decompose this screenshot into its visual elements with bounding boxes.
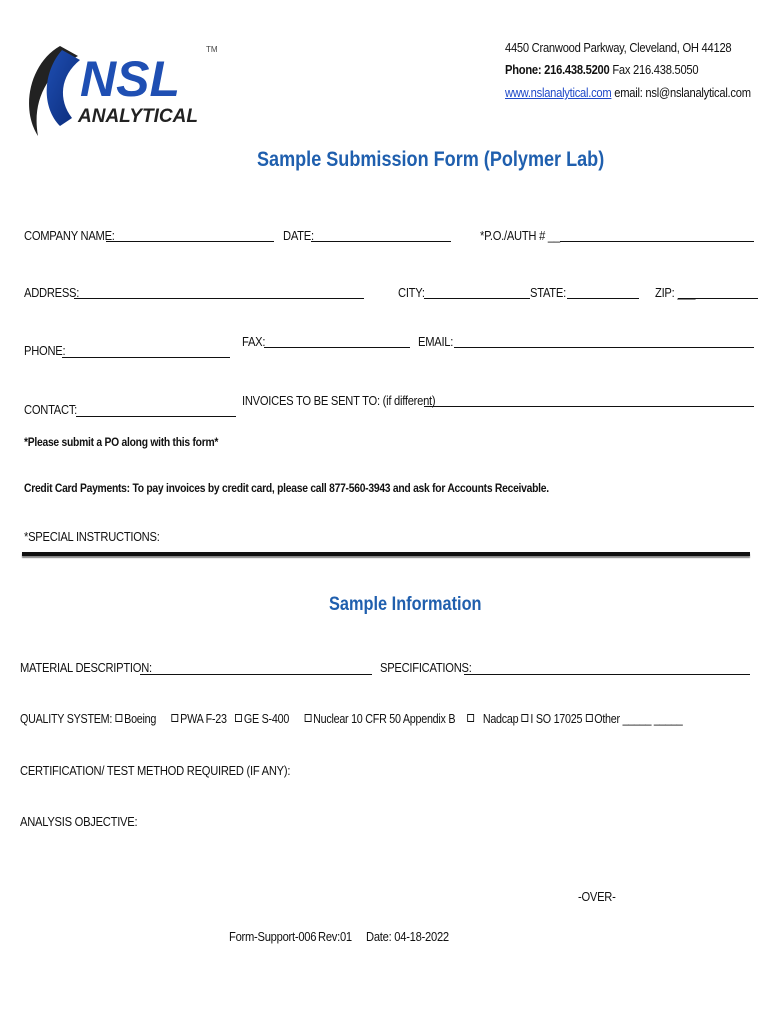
city-field[interactable]	[424, 298, 530, 299]
fax-field[interactable]	[264, 347, 410, 348]
specifications-field[interactable]	[464, 674, 750, 675]
state-label: STATE:	[530, 285, 566, 300]
iso-checkbox[interactable]	[522, 714, 529, 722]
po-label: *P.O./AUTH # __	[480, 228, 560, 243]
date-label: DATE:	[283, 228, 314, 243]
invoices-field[interactable]	[424, 406, 754, 407]
address-label: ADDRESS:	[24, 285, 80, 300]
phone-field[interactable]	[62, 357, 230, 358]
over-label: -OVER-	[578, 889, 616, 904]
specifications-label: SPECIFICATIONS:	[380, 660, 472, 675]
contact-label: CONTACT:	[24, 402, 78, 417]
page-title: Sample Submission Form (Polymer Lab)	[257, 148, 605, 171]
form-id: Form-Support-006	[229, 929, 317, 944]
material-field[interactable]	[140, 674, 372, 675]
sample-info-title: Sample Information	[329, 594, 482, 615]
other-field[interactable]: _____ _____	[622, 712, 683, 726]
po-field[interactable]	[560, 241, 754, 242]
header-web-email	[505, 85, 751, 100]
header-phone-fax	[505, 62, 698, 77]
certification-label: CERTIFICATION/ TEST METHOD REQUIRED (IF ANY):	[20, 763, 291, 778]
pwa-checkbox[interactable]	[172, 714, 179, 722]
city-label: CITY:	[398, 285, 425, 300]
contact-field[interactable]	[76, 416, 236, 417]
header-fax: Fax 216.438.5050	[609, 62, 699, 77]
date-field[interactable]	[311, 241, 451, 242]
boeing-checkbox[interactable]	[116, 714, 123, 722]
address-field[interactable]	[74, 298, 364, 299]
zip-label: ZIP: ___	[655, 285, 696, 300]
ge-checkbox[interactable]	[235, 714, 242, 722]
logo-tm: TM	[206, 45, 218, 54]
po-note: *Please submit a PO along with this form*	[24, 435, 219, 449]
website-link[interactable]: www.nslanalytical.com	[505, 85, 612, 100]
boeing-label: Boeing	[124, 712, 157, 726]
header-address: 4450 Cranwood Parkway, Cleveland, OH 44128	[505, 40, 732, 55]
quality-system-row	[20, 712, 683, 726]
fax-label: FAX:	[242, 334, 266, 349]
invoices-label: INVOICES TO BE SENT TO: (if different)	[242, 393, 436, 408]
nsl-logo	[20, 38, 220, 143]
logo-brand: NSL	[80, 51, 180, 107]
nuclear-checkbox[interactable]	[305, 714, 312, 722]
nuclear-label: Nuclear 10 CFR 50 Appendix B	[313, 712, 456, 726]
email-label: EMAIL:	[418, 334, 454, 349]
other-label: Other	[594, 712, 620, 726]
nadcap-checkbox[interactable]	[467, 714, 474, 722]
quality-label: QUALITY SYSTEM:	[20, 712, 113, 726]
credit-card-note: Credit Card Payments: To pay invoices by credit card, please call 877-560-3943 and ask for Accounts Receivable.	[24, 481, 549, 495]
state-field[interactable]	[567, 298, 639, 299]
logo-sub: ANALYTICAL	[78, 106, 198, 127]
revision: Rev:01	[318, 929, 352, 944]
nadcap-label: Nadcap	[482, 712, 519, 726]
company-label: COMPANY NAME:	[24, 228, 115, 243]
email-field[interactable]	[454, 347, 754, 348]
phone-label: PHONE:	[24, 343, 66, 358]
material-label: MATERIAL DESCRIPTION:	[20, 660, 152, 675]
header-phone: Phone: 216.438.5200	[505, 62, 610, 77]
form-date: Date: 04-18-2022	[366, 929, 449, 944]
section-divider	[22, 552, 750, 556]
pwa-label: PWA F-23	[180, 712, 227, 726]
header-email: email: nsl@nslanalytical.com	[611, 85, 751, 100]
iso-label: I SO 17025	[530, 712, 583, 726]
special-instructions-label: *SPECIAL INSTRUCTIONS:	[24, 529, 160, 544]
ge-label: GE S-400	[243, 712, 290, 726]
analysis-objective-label: ANALYSIS OBJECTIVE:	[20, 814, 138, 829]
zip-field[interactable]	[678, 298, 758, 299]
company-field[interactable]	[106, 241, 274, 242]
other-checkbox[interactable]	[586, 714, 593, 722]
